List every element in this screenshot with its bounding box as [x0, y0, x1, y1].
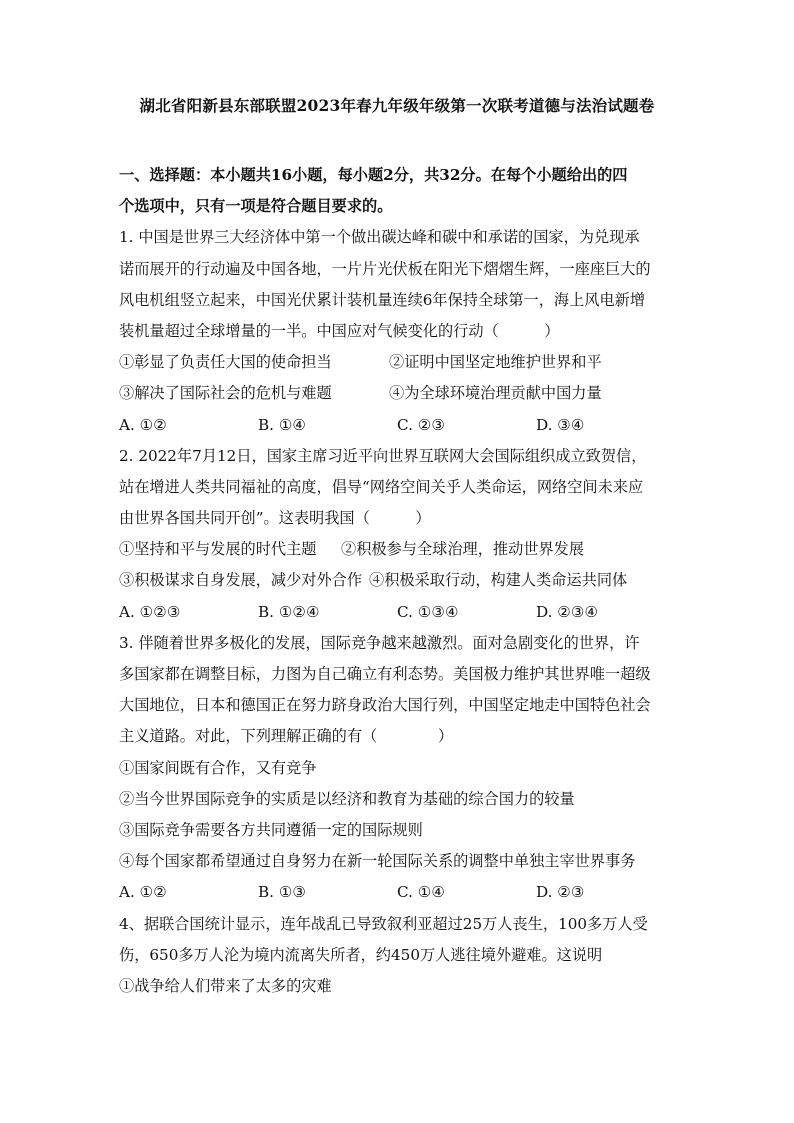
q4-stem-line: 伤，650多万人沦为境内流离失所者，约450万人逃往境外避难。这说明: [119, 945, 603, 964]
q3-stem-line: 主义道路。对此，下列理解正确的有（ ）: [119, 727, 454, 746]
q3-option-d: D. ②③: [536, 883, 585, 902]
q2-statements-row: [119, 534, 679, 565]
q4-stem-line: 4、据联合国统计显示，连年战乱已导致叙利亚超过25万人丧生，100多万人受: [119, 914, 648, 933]
q1-stem-line: 1. 中国是世界三大经济体中第一个做出碳达峰和碳中和承诺的国家，为兑现承: [119, 228, 640, 247]
q2-option-a: A. ①②③: [119, 602, 181, 621]
q2-option-b: B. ①②④: [258, 602, 320, 621]
q2-option-c: C. ①③④: [397, 602, 459, 621]
q2-option-d: D. ②③④: [536, 602, 599, 621]
q1-option-b: B. ①④: [258, 415, 307, 434]
q1-option-a: A. ①②: [119, 415, 167, 434]
q1-statement-2: ②证明中国坚定地维护世界和平: [389, 353, 602, 372]
section-heading-line: 个选项中，只有一项是符合题目要求的。: [119, 197, 393, 216]
q1-statements-row: [119, 378, 679, 409]
q2-options: [119, 597, 679, 628]
q3-stem-line: 3. 伴随着世界多极化的发展，国际竞争越来越激烈。面对急剧变化的世界，许: [119, 633, 640, 652]
q1-stem-line: 装机量超过全球增量的一半。中国应对气候变化的行动（ ）: [119, 321, 560, 340]
q2-statement-1: ①坚持和平与发展的时代主题: [119, 540, 317, 559]
q3-option-b: B. ①③: [258, 883, 307, 902]
q2-statements-row: [119, 565, 679, 596]
q2-stem-line: 2. 2022年7月12日，国家主席习近平向世界互联网大会国际组织成立致贺信，: [119, 446, 647, 465]
question-body: [119, 160, 679, 1002]
q1-option-d: D. ③④: [536, 415, 585, 434]
q3-stem-line: 大国地位，日本和德国正在努力跻身政治大国行列，中国坚定地走中国特色社会: [119, 696, 651, 715]
q1-statements-row: [119, 347, 679, 378]
page-title: 湖北省阳新县东部联盟2023年春九年级年级第一次联考道德与法治试题卷: [139, 96, 655, 115]
q2-statement-4: ④积极采取行动，构建人类命运共同体: [369, 571, 628, 590]
q4-statement-1: ①战争给人们带来了太多的灾难: [119, 976, 332, 995]
q1-stem-line: 诺而展开的行动遍及中国各地，一片片光伏板在阳光下熠熠生辉，一座座巨大的: [119, 259, 651, 278]
q1-stem-line: 风电机组竖立起来，中国光伏累计装机量连续6年保持全球第一，海上风电新增: [119, 290, 646, 309]
q2-stem-line: 站在增进人类共同福祉的高度，倡导“网络空间关乎人类命运，网络空间未来应: [119, 477, 644, 496]
q2-stem-line: 由世界各国共同开创”。这表明我国（ ）: [119, 509, 431, 528]
q1-statement-3: ③解决了国际社会的危机与难题: [119, 384, 332, 403]
q3-option-a: A. ①②: [119, 883, 167, 902]
q3-statement-3: ③国际竞争需要各方共同遵循一定的国际规则: [119, 820, 423, 839]
q3-options: [119, 877, 679, 908]
q1-option-c: C. ②③: [397, 415, 445, 434]
q1-statement-1: ①彰显了负责任大国的使命担当: [119, 353, 332, 372]
q3-option-c: C. ①④: [397, 883, 445, 902]
q2-statement-3: ③积极谋求自身发展，减少对外合作: [119, 571, 362, 590]
section-heading-line: 一、选择题：本小题共16小题，每小题2分，共32分。在每个小题给出的四: [119, 166, 628, 184]
q2-statement-2: ②积极参与全球治理，推动世界发展: [341, 540, 584, 559]
q3-stem-line: 多国家都在调整目标，力图为自己确立有利态势。美国极力维护其世界唯一超级: [119, 665, 651, 683]
q3-statement-4: ④每个国家都希望通过自身努力在新一轮国际关系的调整中单独主宰世界事务: [119, 852, 636, 871]
q1-statement-4: ④为全球环境治理贡献中国力量: [389, 384, 602, 403]
q3-statement-2: ②当今世界国际竞争的实质是以经济和教育为基础的综合国力的较量: [119, 789, 575, 808]
q1-options: [119, 410, 679, 441]
q3-statement-1: ①国家间既有合作，又有竞争: [119, 758, 317, 777]
